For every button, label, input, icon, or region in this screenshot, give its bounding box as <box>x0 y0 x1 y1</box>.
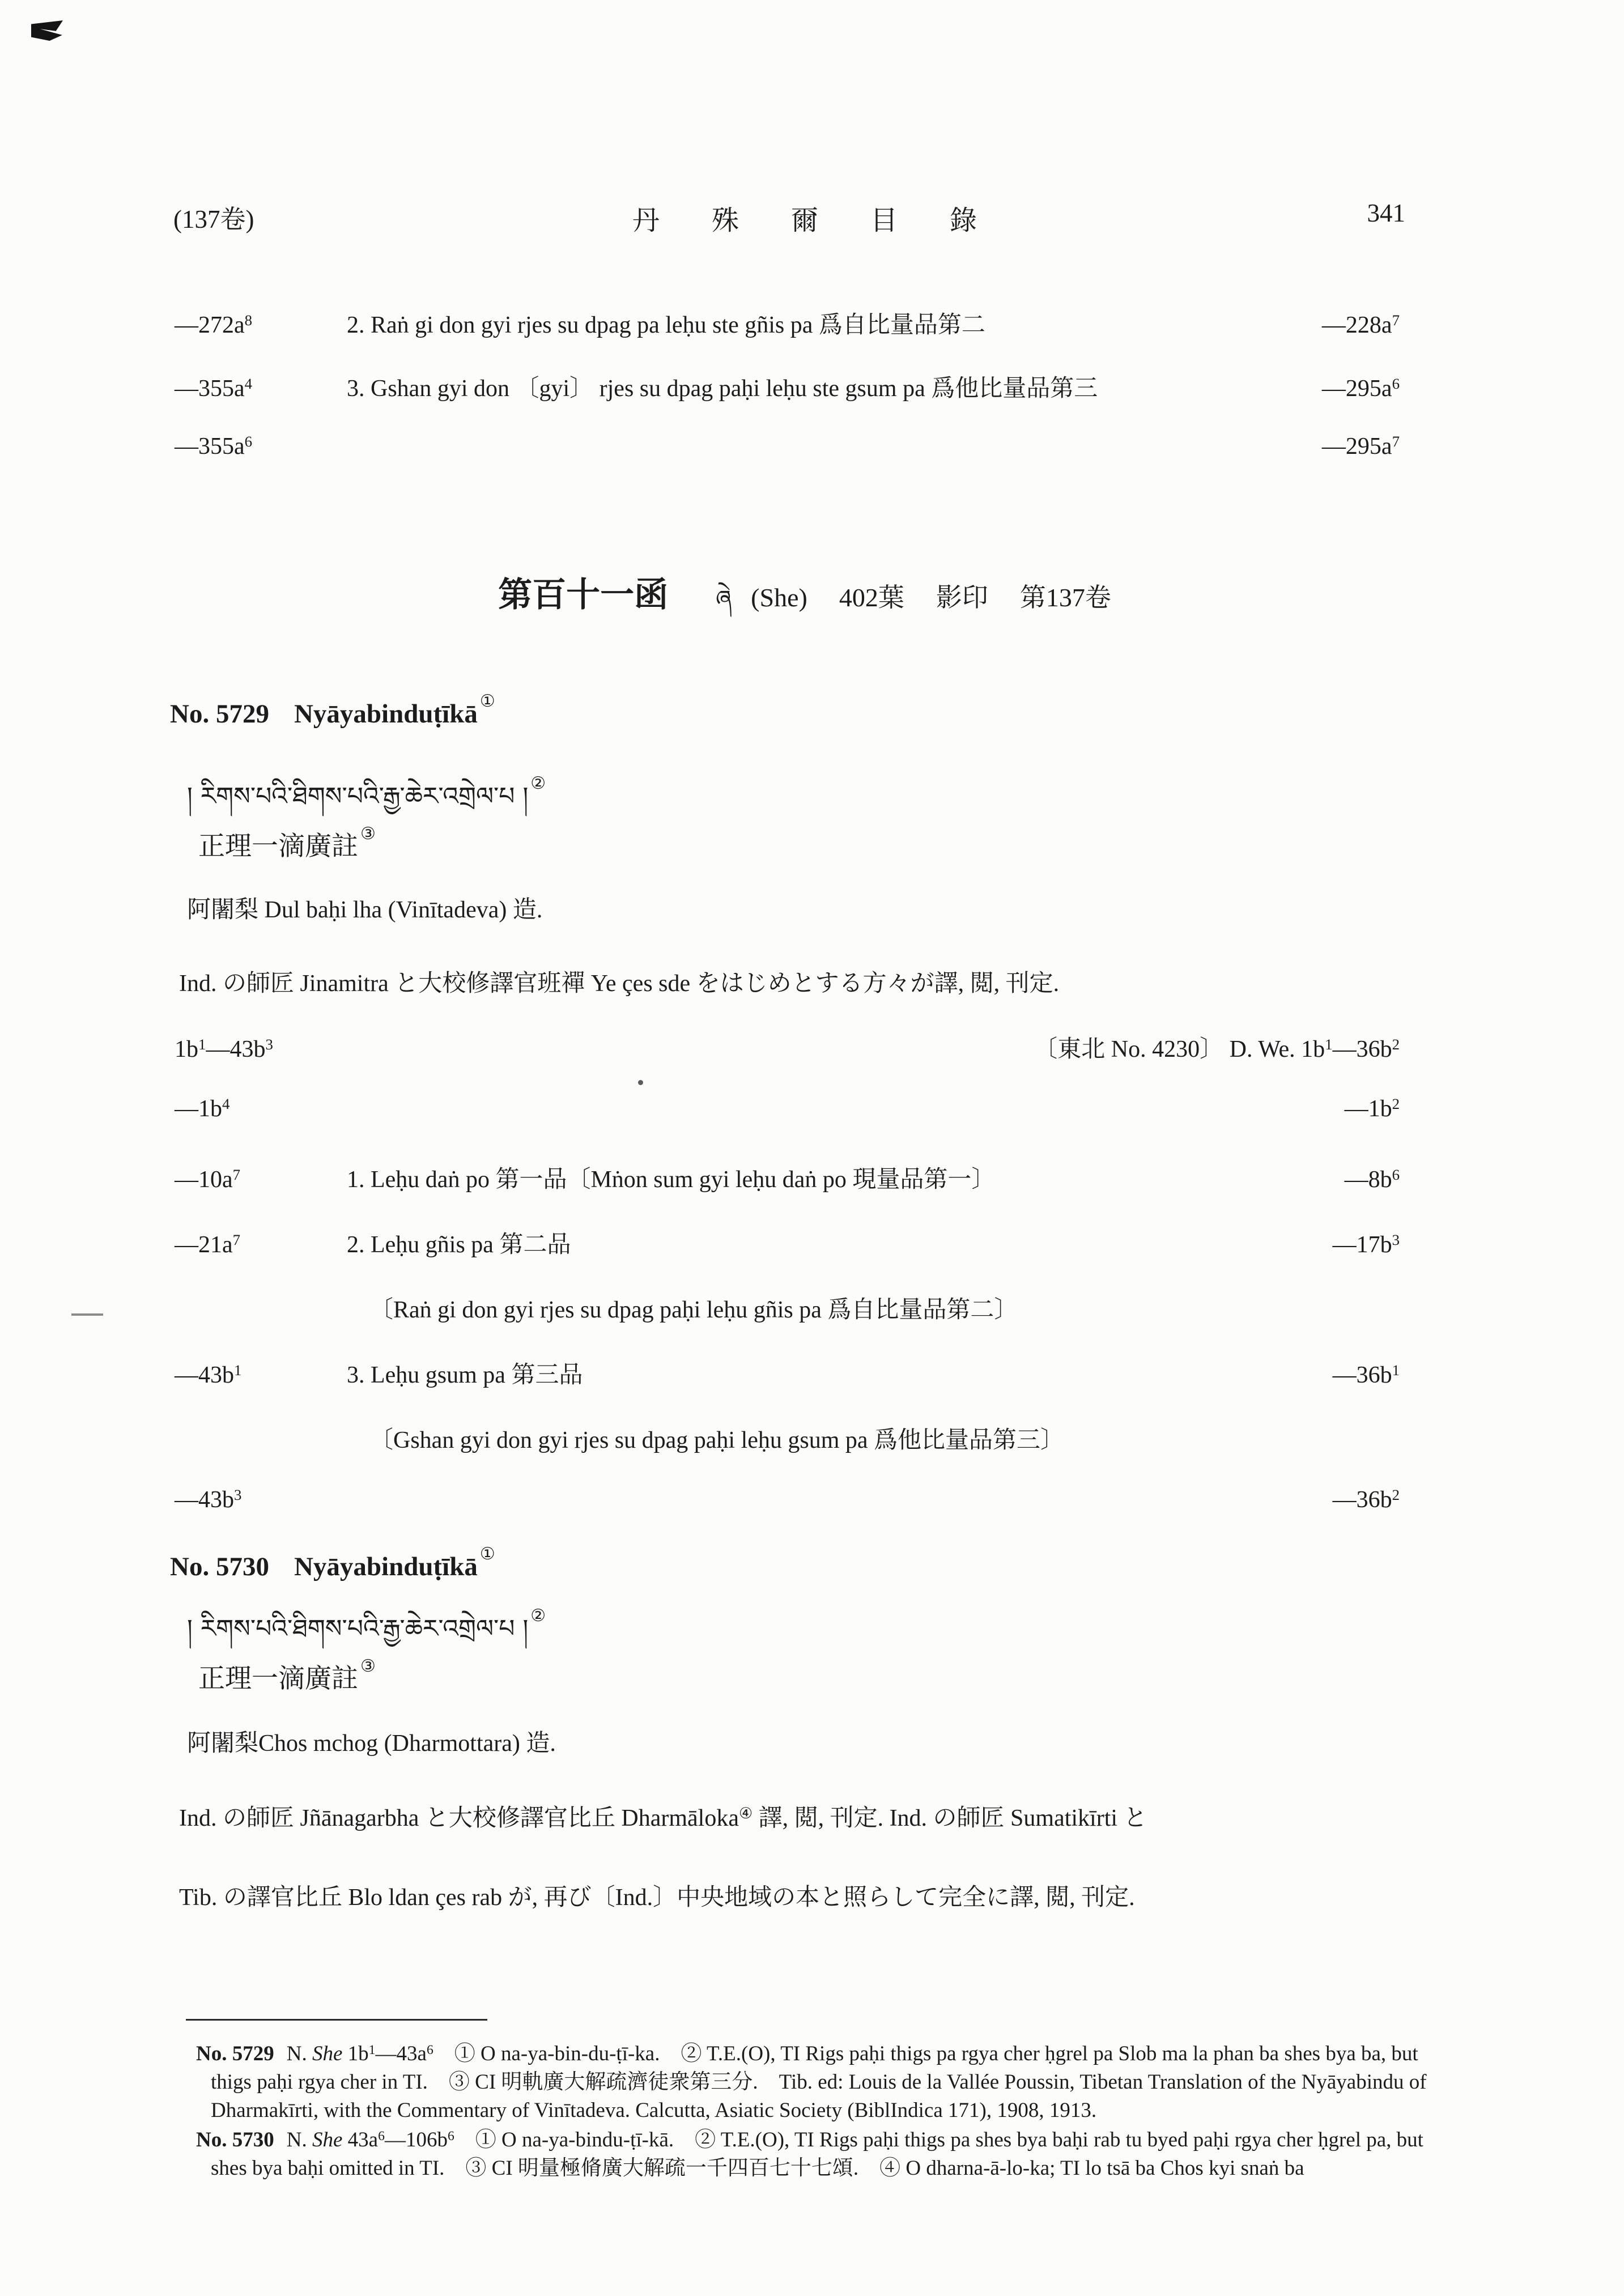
carryover-rows <box>170 306 1439 467</box>
folio-ref-left: $—21a^7$ <box>175 1231 241 1258</box>
section-print-note: 影印 <box>936 583 988 612</box>
entry-translators: Ind. の師匠 Jinamitra と大校修譯官班禪 Ye çes sde をはじめとする方々が譯, 閲, 刊定. <box>179 971 1060 997</box>
entry-5729-rows <box>170 1030 1439 1520</box>
footnote-divider <box>186 2019 487 2021</box>
tibetan-text: ། རིགས་པའི་ཐིགས་པའི་རྒྱ་ཆེར་འགྲེལ་པ ། <box>187 1614 529 1643</box>
folio-ref-right: $—17b^3$ <box>1332 1231 1400 1258</box>
chapter-title: 2. Raṅ gi don gyi rjes su dpag pa leḥu ste gñis pa 爲自比量品第二 <box>347 312 985 338</box>
folio-ref-right: $—36b^2$ <box>1332 1486 1400 1513</box>
chapter-row <box>170 1160 1439 1194</box>
entry-tibetan-title <box>187 1601 1439 1643</box>
chapter-subtitle-row <box>170 1421 1439 1455</box>
folio-ref-right: $—1b^2$ <box>1344 1095 1400 1122</box>
entry-number: No. 5730 <box>170 1552 269 1581</box>
chapter-subtitle-row <box>170 1291 1439 1325</box>
folio-ref-right: $—295a^7$ <box>1321 433 1400 460</box>
entry-author: 阿闍梨Chos mchog (Dharmottara) 造. <box>187 1730 556 1757</box>
folio-ref-left: $—272a^8$ <box>175 312 253 338</box>
page-header <box>170 198 1439 236</box>
chapter-subtitle: 〔Raṅ gi don gyi rjes su dpag paḥi leḥu gñis pa 爲自比量品第二〕 <box>369 1297 1018 1323</box>
chapter-title: 3. Gshan gyi don 〔gyi〕 rjes su dpag paḥi leḥu ste gsum pa 爲他比量品第三 <box>347 376 1098 402</box>
print-artifact-dot <box>638 1080 643 1085</box>
volume-label: (137卷) <box>173 205 254 233</box>
catalog-row <box>170 369 1439 403</box>
chapter-row <box>170 1226 1439 1260</box>
note-marker-3: ③ <box>360 1657 376 1676</box>
entry-tibetan-title <box>187 768 1439 811</box>
section-heading <box>170 568 1439 614</box>
folio-range-row <box>170 1486 1439 1520</box>
folio-ref-left: $—355a^4$ <box>175 375 253 402</box>
folio-ref-left: $1b^1—43b^3$ <box>175 1036 273 1062</box>
folio-ref-left: $—1b^4$ <box>175 1095 230 1122</box>
chapter-title: 2. Leḥu gñis pa 第二品 <box>347 1232 571 1258</box>
entry-chinese-title <box>198 1656 1439 1694</box>
page-number: 341 <box>1367 199 1405 227</box>
footnote-text: N. She $43a^6—106b^6$ ① O na-ya-bindu-ṭī-kā. ② T.E.(O), TI Rigs paḥi thigs pa shes bya baḥi rab tu byed paḥi rgya cher ḥgrel pa, but shes bya baḥi omitted in TI. ③ CI 明量極脩廣大解疏一千四百七十七頌. ④ O dharna-ā-lo-ka; TI lo tsā ba Chos kyi snaṅ ba <box>211 2128 1423 2180</box>
entry-heading-5730 <box>170 1544 1439 1581</box>
chinese-title-text: 正理一滴廣註 <box>198 832 358 861</box>
footnote-label: No. 5729 <box>196 2042 274 2065</box>
entry-title: Nyāyabinduṭīkā <box>294 1552 478 1581</box>
chapter-row <box>170 1356 1439 1390</box>
footnote-5729 <box>196 2040 1448 2125</box>
section-leaf-count: 402葉 <box>839 583 904 612</box>
folio-range-row <box>170 1095 1439 1129</box>
note-marker-2: ② <box>530 773 546 793</box>
folio-ref-left: $—355a^6$ <box>175 433 253 460</box>
footnote-label: No. 5730 <box>196 2128 274 2152</box>
page-content <box>170 198 1439 2183</box>
folio-ref-right: $—8b^6$ <box>1344 1166 1400 1193</box>
note-marker-1: ① <box>479 692 495 711</box>
footnote-text: N. She $1b^1—43a^6$ ① O na-ya-bin-du-ṭī-ka. ② T.E.(O), TI Rigs paḥi thigs pa rgya cher ḥgrel pa Slob ma la phan ba shes bya ba, but thigs paḥi rgya cher in TI. ③ CI 明軌廣大解疏濟徒衆第三分. Tib. ed: Louis de la Vallée Poussin, Tibetan Translation of the Nyāyabindu of Dharmakīrti, with the Commentary of Vinītadeva. Calcutta, Asiatic Society (BiblIndica 171), 1908, 1913. <box>211 2042 1427 2122</box>
folio-ref-right: $—228a^7$ <box>1321 312 1400 338</box>
section-romanization: (She) <box>751 583 807 612</box>
chinese-title-text: 正理一滴廣註 <box>198 1664 358 1694</box>
print-artifact-corner <box>31 20 63 41</box>
print-artifact-dash <box>71 1313 103 1316</box>
chapter-subtitle: 〔Gshan gyi don gyi rjes su dpag paḥi leḥu gsum pa 爲他比量品第三〕 <box>369 1427 1065 1453</box>
section-tibetan-letter: ཞེ <box>716 586 732 612</box>
footnote-5730 <box>196 2126 1448 2183</box>
catalog-row <box>170 433 1439 467</box>
chapter-title: 1. Leḥu daṅ po 第一品〔Mṅon sum gyi leḥu daṅ po 現量品第一〕 <box>347 1167 996 1193</box>
note-marker-1: ① <box>479 1545 495 1563</box>
catalog-row <box>170 306 1439 340</box>
entry-translators-line1: Ind. の師匠 Jñānagarbha と大校修譯官比丘 Dharmāloka④ 譯, 閲, 刊定. Ind. の師匠 Sumatikīrti と <box>179 1805 1147 1831</box>
folio-ref-right: $—36b^1$ <box>1332 1362 1400 1388</box>
footnotes-section <box>196 2040 1448 2183</box>
folio-range-row <box>170 1030 1439 1064</box>
entry-author: 阿闍梨 Dul baḥi lha (Vinītadeva) 造. <box>187 897 543 923</box>
folio-ref-right: 〔東北 No. 4230〕 D. We. $1b^1—36b^2$ <box>1034 1036 1400 1062</box>
folio-ref-left: $—10a^7$ <box>175 1166 241 1193</box>
tibetan-text: ། རིགས་པའི་ཐིགས་པའི་རྒྱ་ཆེར་འགྲེལ་པ ། <box>187 782 529 811</box>
entry-number: No. 5729 <box>170 699 269 729</box>
section-volume-number: 第137卷 <box>1019 583 1111 612</box>
note-marker-2: ② <box>530 1606 546 1626</box>
chapter-title: 3. Leḥu gsum pa 第三品 <box>347 1362 583 1388</box>
note-marker-3: ③ <box>360 824 376 843</box>
page-title: 丹殊爾目錄 <box>632 206 1030 236</box>
entry-heading-5729 <box>170 691 1439 729</box>
entry-translators-line2: Tib. の譯官比丘 Blo ldan çes rab が, 再び〔Ind.〕中央地域の本と照らして完全に譯, 閲, 刊定. <box>179 1885 1135 1911</box>
entry-chinese-title <box>198 824 1439 861</box>
section-case-number: 第百十一函 <box>498 576 669 614</box>
folio-ref-right: $—295a^6$ <box>1321 375 1400 402</box>
folio-ref-left: $—43b^1$ <box>175 1362 242 1388</box>
folio-ref-left: $—43b^3$ <box>175 1486 242 1513</box>
entry-title: Nyāyabinduṭīkā <box>294 699 478 729</box>
